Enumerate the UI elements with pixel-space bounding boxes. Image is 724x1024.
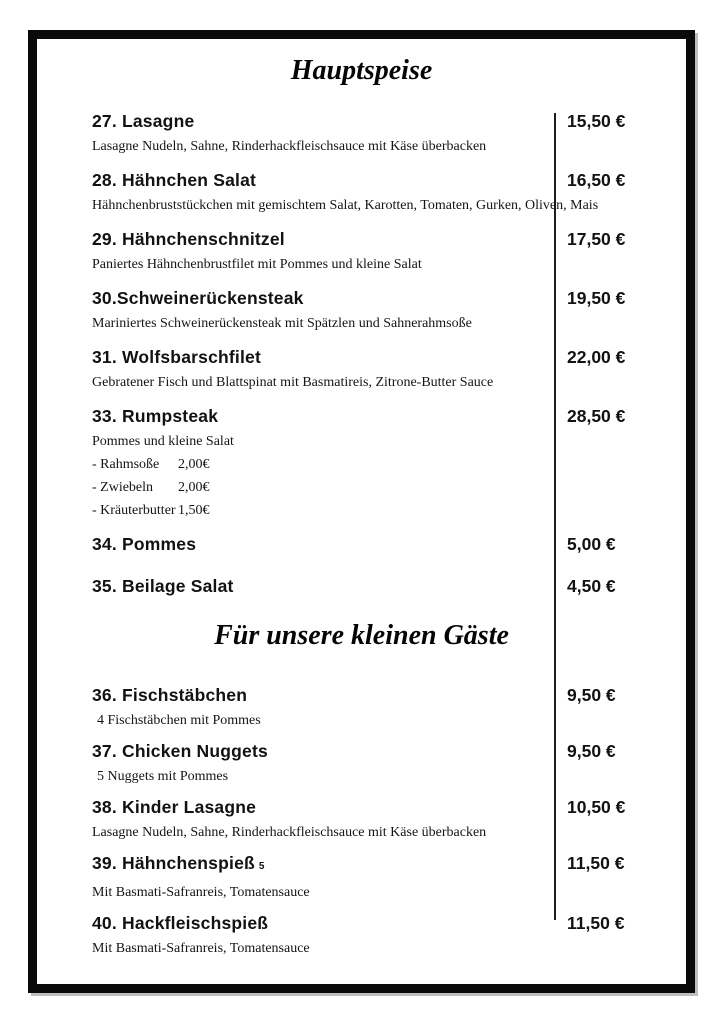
menu-item <box>37 912 686 958</box>
item-name-text: 29. Hähnchenschnitzel <box>92 229 285 249</box>
item-name-text: 31. Wolfsbarschfilet <box>92 347 262 367</box>
item-price: 28,50 € <box>567 406 626 426</box>
menu-item <box>37 346 686 392</box>
item-description: Lasagne Nudeln, Sahne, Rinderhackfleischsauce mit Käse überbacken <box>92 139 487 154</box>
item-name-suffix: 5 <box>258 861 265 872</box>
item-name-text: 33. Rumpsteak <box>92 406 219 426</box>
item-name-text: 39. Hähnchenspieß <box>92 853 255 873</box>
item-price: 17,50 € <box>567 229 626 249</box>
menu-item <box>37 852 686 902</box>
page-border-frame <box>28 30 695 993</box>
item-name-text: 35. Beilage Salat <box>92 576 234 596</box>
menu-item <box>37 405 686 520</box>
extra-label: - Zwiebeln <box>92 480 154 495</box>
item-name-text: 37. Chicken Nuggets <box>92 741 268 761</box>
item-price: 5,00 € <box>567 534 616 554</box>
item-description: 5 Nuggets mit Pommes <box>97 769 229 784</box>
item-description: Hähnchenbruststückchen mit gemischtem Salat, Karotten, Tomaten, Gurken, Oliven, Mais <box>92 198 599 213</box>
item-description: Mit Basmati-Safranreis, Tomatensauce <box>92 885 310 900</box>
extra-row <box>92 479 686 497</box>
item-name-text: 28. Hähnchen Salat <box>92 170 257 190</box>
extra-row <box>92 502 686 520</box>
menu-item <box>37 533 686 555</box>
item-price: 9,50 € <box>567 685 616 705</box>
item-description: Mit Basmati-Safranreis, Tomatensauce <box>92 941 310 956</box>
item-name-text: 36. Fischstäbchen <box>92 685 248 705</box>
item-name-text: 27. Lasagne <box>92 111 195 131</box>
item-price: 9,50 € <box>567 741 616 761</box>
item-description: Lasagne Nudeln, Sahne, Rinderhackfleischsauce mit Käse überbacken <box>92 825 487 840</box>
item-price: 10,50 € <box>567 797 626 817</box>
menu-item <box>37 740 686 786</box>
section-title: Für unsere kleinen Gäste <box>214 620 509 651</box>
item-name-text: 34. Pommes <box>92 534 197 554</box>
menu-item <box>37 228 686 274</box>
item-price: 11,50 € <box>567 913 625 933</box>
page-content-area <box>37 39 686 984</box>
menu <box>37 39 686 968</box>
item-price: 4,50 € <box>567 576 616 596</box>
item-description: Paniertes Hähnchenbrustfilet mit Pommes und kleine Salat <box>92 257 422 272</box>
item-name-text: 30.Schweinerückensteak <box>92 288 304 308</box>
extra-label: - Kräuterbutter <box>92 503 176 518</box>
menu-section <box>37 55 686 597</box>
item-description: Gebratener Fisch und Blattspinat mit Basmatireis, Zitrone-Butter Sauce <box>92 375 494 390</box>
extra-price: 2,00€ <box>178 480 210 495</box>
item-price: 16,50 € <box>567 170 626 190</box>
item-price: 15,50 € <box>567 111 626 131</box>
extra-price: 2,00€ <box>178 457 210 472</box>
item-extras-list <box>92 456 686 520</box>
item-description: 4 Fischstäbchen mit Pommes <box>97 713 261 728</box>
item-price: 11,50 € <box>567 853 625 873</box>
menu-section <box>37 620 686 958</box>
menu-item <box>37 110 686 156</box>
menu-item <box>37 684 686 730</box>
menu-item <box>37 575 686 597</box>
item-price: 22,00 € <box>567 347 626 367</box>
extra-row <box>92 456 686 474</box>
section-title: Hauptspeise <box>290 55 433 86</box>
item-description: Mariniertes Schweinerückensteak mit Spätzlen und Sahnerahmsoße <box>92 316 472 331</box>
menu-item <box>37 287 686 333</box>
extra-price: 1,50€ <box>178 503 210 518</box>
item-description: Pommes und kleine Salat <box>92 434 234 449</box>
menu-item <box>37 169 686 215</box>
item-name-text: 38. Kinder Lasagne <box>92 797 257 817</box>
item-name-text: 40. Hackfleischspieß <box>92 913 269 933</box>
item-price: 19,50 € <box>567 288 626 308</box>
menu-item <box>37 796 686 842</box>
extra-label: - Rahmsoße <box>92 457 160 472</box>
